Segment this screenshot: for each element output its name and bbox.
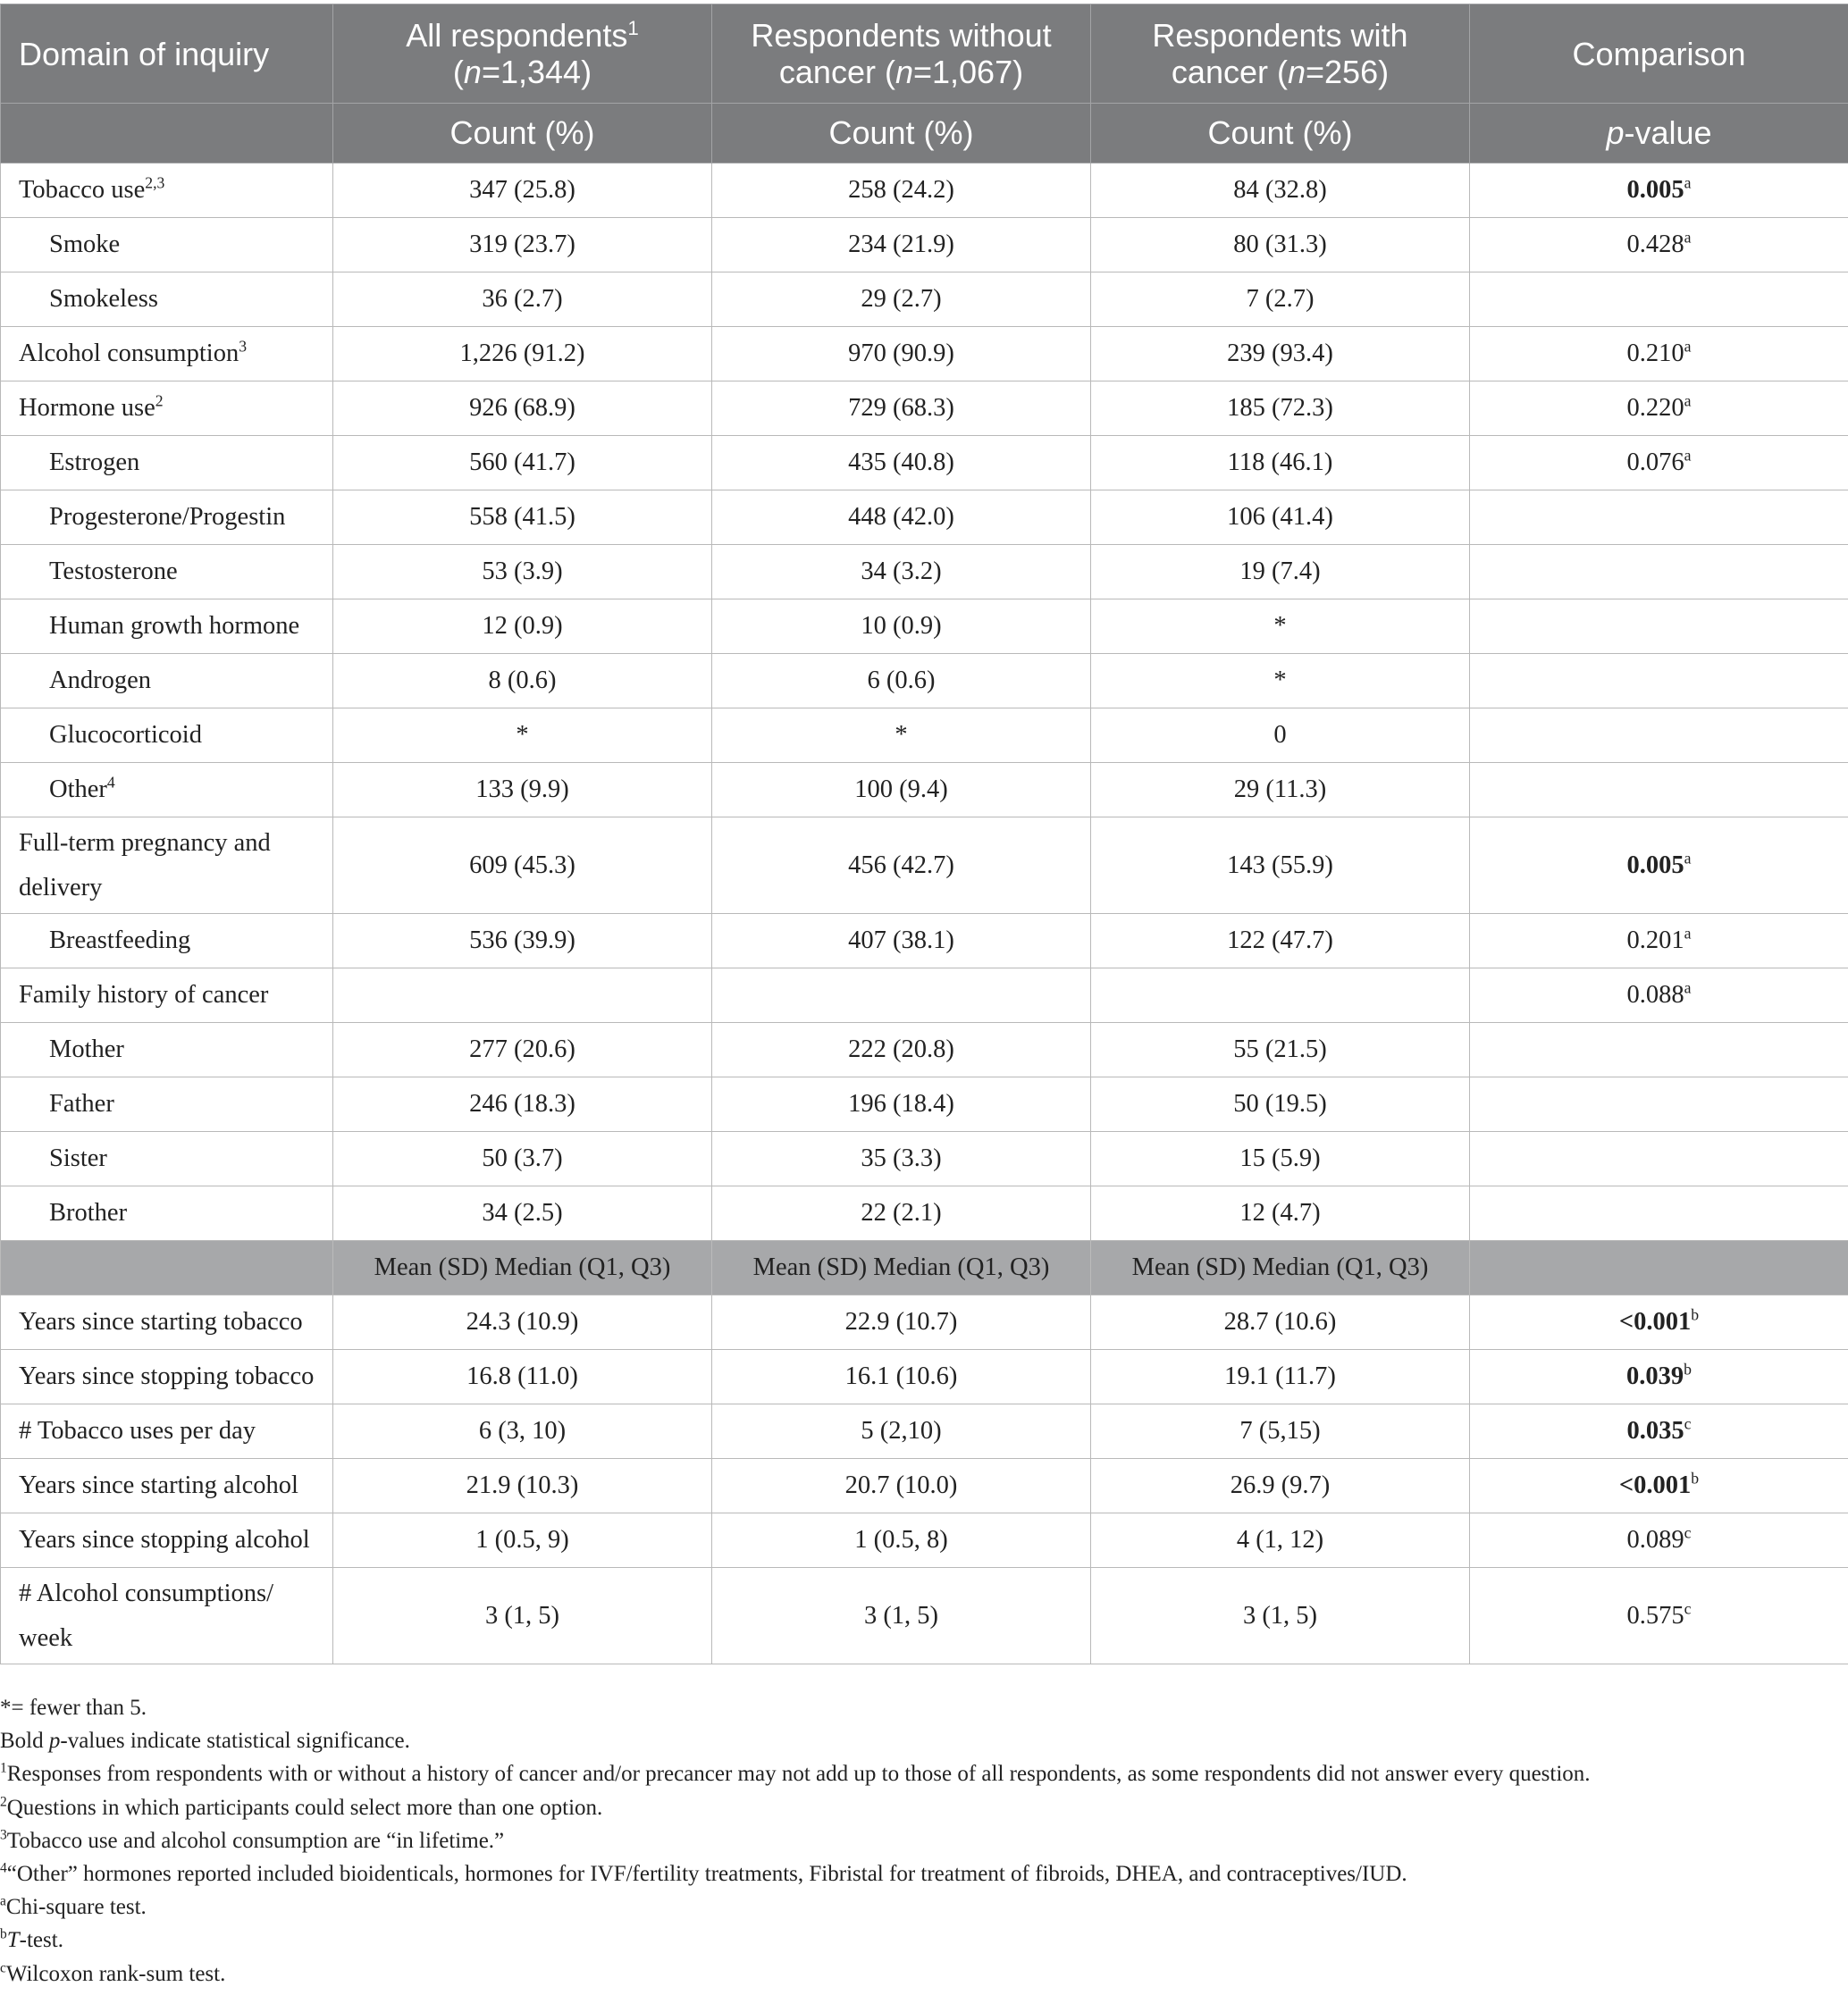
table-row [1,490,1848,545]
row-label: Androgen [1,654,333,708]
cell-all: 34 (2.5) [333,1186,712,1241]
row-label: Years since starting alcohol [1,1459,333,1513]
cell-all: 50 (3.7) [333,1132,712,1186]
row-label: Estrogen [1,436,333,490]
row-label: Hormone use$^2$ [1,381,333,436]
cell-all [333,968,712,1023]
stat-subheader-empty [1,1241,333,1295]
cell-with: 185 (72.3) [1091,381,1470,436]
footnote-4: $^4$“Other” hormones reported included bioidenticals, hormones for IVF/fertility treatments, Fibristal for treatment of fibroids, DHEA, and contraceptives/IUD. [0,1860,1407,1887]
cell-without: 20.7 (10.0) [712,1459,1091,1513]
table-row [1,1568,1848,1664]
cell-without: 10 (0.9) [712,599,1091,654]
row-label: Brother [1,1186,333,1241]
cell-p-value: <0.001$^b$ [1470,1295,1848,1350]
table-row [1,1513,1848,1568]
subheader-count-all: Count (%) [333,104,712,163]
cell-all: 560 (41.7) [333,436,712,490]
footnote-3: $^3$Tobacco use and alcohol consumption are “in lifetime.” [0,1827,505,1853]
table-row [1,545,1848,599]
cell-without: 3 (1, 5) [712,1568,1091,1664]
footnote-star: *= fewer than 5. [0,1696,147,1720]
cell-all: 53 (3.9) [333,545,712,599]
cell-with: 122 (47.7) [1091,914,1470,968]
cell-all: * [333,708,712,763]
cell-without: 258 (24.2) [712,163,1091,218]
cell-p-value [1470,599,1848,654]
cell-with: 19 (7.4) [1091,545,1470,599]
cell-without: 448 (42.0) [712,490,1091,545]
cell-without: 16.1 (10.6) [712,1350,1091,1404]
cell-all: 277 (20.6) [333,1023,712,1077]
cell-with [1091,968,1470,1023]
cell-without: 22.9 (10.7) [712,1295,1091,1350]
cell-without: 22 (2.1) [712,1186,1091,1241]
table-row [1,381,1848,436]
cell-with: * [1091,654,1470,708]
cell-all: 1,226 (91.2) [333,327,712,381]
cell-p-value [1470,708,1848,763]
cell-without: 100 (9.4) [712,763,1091,817]
cell-with: 7 (5,15) [1091,1404,1470,1459]
footnote-bold-p: Bold p-values indicate statistical significance. [0,1729,410,1754]
subheader-count-with: Count (%) [1091,104,1470,163]
footnote-a: $^a$Chi-square test. [0,1893,147,1920]
cell-with: 3 (1, 5) [1091,1568,1470,1664]
cell-p-value [1470,272,1848,327]
cell-p-value: 0.005$^a$ [1470,817,1848,914]
header-all-respondents: All respondents$^1$ (n=1,344) [333,4,712,104]
row-label: Smoke [1,218,333,272]
table-row [1,1186,1848,1241]
table-row [1,914,1848,968]
row-label: Years since starting tobacco [1,1295,333,1350]
table-row [1,968,1848,1023]
row-label: Alcohol consumption$^3$ [1,327,333,381]
table-row [1,1404,1848,1459]
cell-p-value: 0.005$^a$ [1470,163,1848,218]
cell-without: 1 (0.5, 8) [712,1513,1091,1568]
cell-with: 118 (46.1) [1091,436,1470,490]
cell-all: 319 (23.7) [333,218,712,272]
cell-p-value: 0.039$^b$ [1470,1350,1848,1404]
cell-with: 106 (41.4) [1091,490,1470,545]
cell-all: 24.3 (10.9) [333,1295,712,1350]
footnote-b: $^b$T-test. [0,1927,63,1953]
cell-all: 347 (25.8) [333,163,712,218]
cell-with: 0 [1091,708,1470,763]
cell-with: 80 (31.3) [1091,218,1470,272]
table-row [1,272,1848,327]
cell-without: 970 (90.9) [712,327,1091,381]
header-domain: Domain of inquiry [1,4,333,104]
cell-p-value [1470,1132,1848,1186]
row-label: Breastfeeding [1,914,333,968]
stat-subheader-cell: Mean (SD) Median (Q1, Q3) [712,1241,1091,1295]
cell-with: 84 (32.8) [1091,163,1470,218]
table-row [1,763,1848,817]
row-label: Human growth hormone [1,599,333,654]
row-label: Years since stopping tobacco [1,1350,333,1404]
cell-p-value [1470,1077,1848,1132]
cell-p-value [1470,654,1848,708]
cell-p-value [1470,490,1848,545]
cell-all: 12 (0.9) [333,599,712,654]
cell-with: 4 (1, 12) [1091,1513,1470,1568]
cell-p-value: <0.001$^b$ [1470,1459,1848,1513]
cell-all: 36 (2.7) [333,272,712,327]
cell-all: 536 (39.9) [333,914,712,968]
header-comparison: Comparison [1470,4,1848,104]
table-row [1,654,1848,708]
cell-with: 28.7 (10.6) [1091,1295,1470,1350]
table-row [1,436,1848,490]
cell-p-value: 0.210$^a$ [1470,327,1848,381]
cell-without: 456 (42.7) [712,817,1091,914]
cell-without: 435 (40.8) [712,436,1091,490]
row-label: Progesterone/Progestin [1,490,333,545]
row-label: Years since stopping alcohol [1,1513,333,1568]
cell-all: 1 (0.5, 9) [333,1513,712,1568]
row-label: Tobacco use$^{2,3}$ [1,163,333,218]
row-label: Other$^4$ [1,763,333,817]
cell-with: 55 (21.5) [1091,1023,1470,1077]
table-subheader-row [1,104,1848,163]
cell-all: 133 (9.9) [333,763,712,817]
cell-without: 729 (68.3) [712,381,1091,436]
cell-with: 26.9 (9.7) [1091,1459,1470,1513]
cell-without [712,968,1091,1023]
cell-without: 29 (2.7) [712,272,1091,327]
cell-with: 15 (5.9) [1091,1132,1470,1186]
table-row [1,1350,1848,1404]
cell-p-value: 0.201$^a$ [1470,914,1848,968]
table-row [1,163,1848,218]
row-label: Glucocorticoid [1,708,333,763]
cell-p-value: 0.089$^c$ [1470,1513,1848,1568]
table-row [1,817,1848,914]
cell-p-value: 0.428$^a$ [1470,218,1848,272]
header-without-cancer: Respondents without cancer (n=1,067) [712,4,1091,104]
table-row [1,1077,1848,1132]
row-label: # Tobacco uses per day [1,1404,333,1459]
table-row [1,1459,1848,1513]
cell-p-value: 0.088$^a$ [1470,968,1848,1023]
row-label: Testosterone [1,545,333,599]
cell-all: 21.9 (10.3) [333,1459,712,1513]
cell-all: 246 (18.3) [333,1077,712,1132]
table-header-row [1,4,1848,104]
subheader-p-value: p-value [1470,104,1848,163]
cell-with: 239 (93.4) [1091,327,1470,381]
cell-all: 926 (68.9) [333,381,712,436]
cell-p-value [1470,545,1848,599]
cell-without: 5 (2,10) [712,1404,1091,1459]
row-label: Family history of cancer [1,968,333,1023]
cell-all: 558 (41.5) [333,490,712,545]
cell-with: 50 (19.5) [1091,1077,1470,1132]
row-label: Father [1,1077,333,1132]
stat-subheader-empty [1470,1241,1848,1295]
subheader-count-without: Count (%) [712,104,1091,163]
table-row [1,218,1848,272]
table-row [1,327,1848,381]
cell-all: 8 (0.6) [333,654,712,708]
cell-p-value: 0.220$^a$ [1470,381,1848,436]
stat-subheader-row [1,1241,1848,1295]
row-label: Sister [1,1132,333,1186]
table-row [1,708,1848,763]
cell-p-value [1470,1023,1848,1077]
footnote-2: $^2$Questions in which participants could select more than one option. [0,1794,603,1820]
cell-without: 407 (38.1) [712,914,1091,968]
table-footnotes [0,1691,1848,1991]
row-label: # Alcohol consumptions/ week [1,1568,333,1664]
cell-p-value [1470,1186,1848,1241]
cell-without: 35 (3.3) [712,1132,1091,1186]
cell-all: 6 (3, 10) [333,1404,712,1459]
cell-p-value: 0.575$^c$ [1470,1568,1848,1664]
row-label: Smokeless [1,272,333,327]
cell-with: 12 (4.7) [1091,1186,1470,1241]
cell-without: 222 (20.8) [712,1023,1091,1077]
cell-all: 16.8 (11.0) [333,1350,712,1404]
table-row [1,1132,1848,1186]
cell-all: 609 (45.3) [333,817,712,914]
header-with-cancer: Respondents with cancer (n=256) [1091,4,1470,104]
stat-subheader-cell: Mean (SD) Median (Q1, Q3) [333,1241,712,1295]
table-row [1,599,1848,654]
cell-without: 234 (21.9) [712,218,1091,272]
subheader-empty [1,104,333,163]
results-table [0,4,1848,1664]
row-label: Mother [1,1023,333,1077]
cell-p-value [1470,763,1848,817]
row-label: Full-term pregnancy and delivery [1,817,333,914]
cell-with: 143 (55.9) [1091,817,1470,914]
table-row [1,1295,1848,1350]
cell-with: * [1091,599,1470,654]
cell-p-value: 0.035$^c$ [1470,1404,1848,1459]
cell-without: * [712,708,1091,763]
cell-with: 19.1 (11.7) [1091,1350,1470,1404]
stat-subheader-cell: Mean (SD) Median (Q1, Q3) [1091,1241,1470,1295]
table-row [1,1023,1848,1077]
cell-without: 34 (3.2) [712,545,1091,599]
cell-without: 6 (0.6) [712,654,1091,708]
footnote-c: $^c$Wilcoxon rank-sum test. [0,1960,226,1986]
cell-with: 29 (11.3) [1091,763,1470,817]
cell-without: 196 (18.4) [712,1077,1091,1132]
cell-all: 3 (1, 5) [333,1568,712,1664]
cell-with: 7 (2.7) [1091,272,1470,327]
footnote-1: $^1$Responses from respondents with or without a history of cancer and/or precancer may not add up to those of all respondents, as some respondents did not answer every question. [0,1761,1591,1787]
cell-p-value: 0.076$^a$ [1470,436,1848,490]
